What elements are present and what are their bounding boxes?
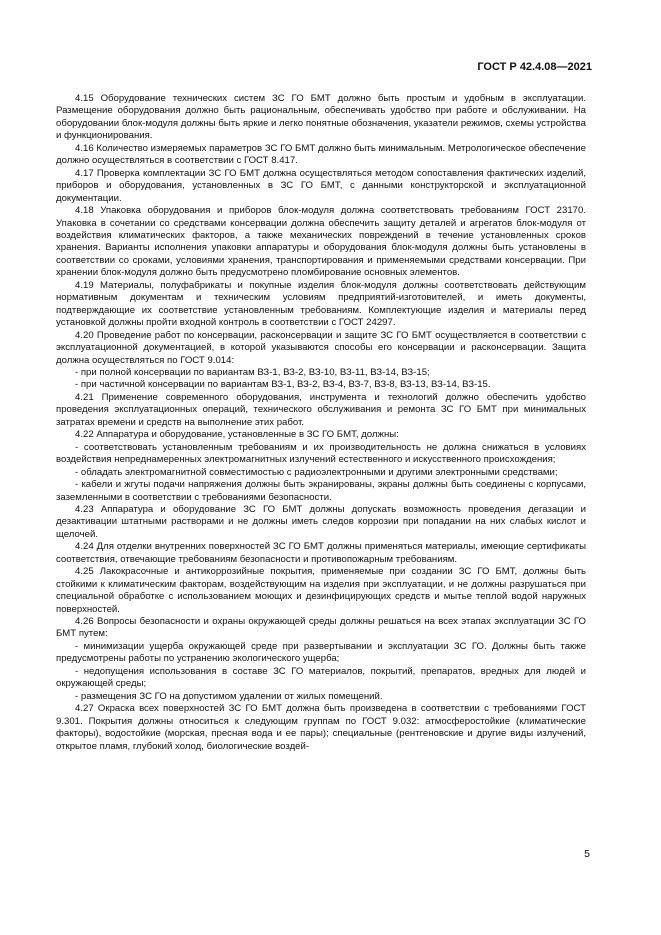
paragraph-4-16: 4.16 Количество измеряемых параметров ЗС ГО БМТ должно быть минимальным. Метрологическое обеспечение должно осуществляться в соответствии с ГОСТ 8.417. <box>56 142 586 167</box>
list-item: - соответствовать установленным требованиям и их производительность не должна снижаться в условиях воздействия непреднамеренных электромагнитных излучений естественного и искусственного происхождения; <box>56 441 586 466</box>
paragraph-4-25: 4.25 Лакокрасочные и антикоррозийные покрытия, применяемые при создании ЗС ГО БМТ, должны быть стойкими к климатическим факторам, воздействующим на изделия при эксплуатации, и не должны разрушаться при специальной обработке с использованием моющих и дезинфицирующих средств и мытье теплой водой наружных поверхностей. <box>56 566 586 615</box>
list-item: - обладать электромагнитной совместимостью с радиоэлектронными и другими электронными средствами; <box>75 466 558 478</box>
list-item: - минимизации ущерба окружающей среде при развертывании и эксплуатации ЗС ГО. Должны быть также предусмотрены работы по устранению экологического ущерба; <box>56 640 586 665</box>
paragraph-4-18: 4.18 Упаковка оборудования и приборов блок-модуля должна соответствовать требованиям ГОСТ 23170. Упаковка в сочетании со средствами консервации должна обеспечить защиту деталей и агрегатов блок-модуля от воздействия климатических факторов, а также механических повреждений в течение установленных сроков хранения. Варианты исполнения упаковки аппаратуры и оборудования блок-модуля должны быть установлены в соответствии со сроками, условиями хранения, транспортирования и применяемыми средствами консервации. При хранении блок-модуля должно быть предусмотрено пломбирование основных элементов. <box>56 205 586 279</box>
list-item: - недопущения использования в составе ЗС ГО материалов, покрытий, препаратов, вредных для людей и окружающей среды; <box>56 665 586 690</box>
paragraph-4-27: 4.27 Окраска всех поверхностей ЗС ГО БМТ должна быть произведена в соответствии с требованиями ГОСТ 9.301. Покрытия должны относиться к следующим группам по ГОСТ 9.032: атмосферостойкие (климатические факторы), водостойкие (морская, пресная вода и ее пары); специальные (рентгеновские и другие виды излучений, открытое пламя, глубокий холод, биологические воздей- <box>56 703 586 752</box>
paragraph-4-20: 4.20 Проведение работ по консервации, расконсервации и защите ЗС ГО БМТ осуществляется в соответствии с эксплуатационной документацией, в которой указываются способы его консервации и расконсервации. Защита должна осуществляться по ГОСТ 9.014: <box>56 329 586 366</box>
paragraph-4-26: 4.26 Вопросы безопасности и охраны окружающей среды должны решаться на всех этапах эксплуатации ЗС ГО БМТ путем: <box>56 616 586 640</box>
paragraph-4-21: 4.21 Применение современного оборудования, инструмента и технологий должно обеспечить удобство проведения эксплуатационных операций, технического обслуживания и ремонта ЗС ГО БМТ при минимальных затратах времени и средств на выполнение этих работ. <box>56 391 586 428</box>
paragraph-4-22: 4.22 Аппаратура и оборудование, установленные в ЗС ГО БМТ, должны: <box>75 429 399 441</box>
paragraph-4-23: 4.23 Аппаратура и оборудование ЗС ГО БМТ должны допускать возможность проведения дегазации и дезактивации штатными растворами и не должны иметь следов коррозии при попадании на них слабых кислот и щелочей. <box>56 503 586 540</box>
page-number: 5 <box>584 848 590 860</box>
document-code-header: ГОСТ Р 42.4.08—2021 <box>477 61 592 73</box>
paragraph-4-15: 4.15 Оборудование технических систем ЗС ГО БМТ должно быть простым и удобным в эксплуатации. Размещение оборудования должно быть рациональным, обеспечивать удобство при работе и обслуживании. На оборудовании блок-модуля должны быть яркие и легко понятные обозначения, указатели режимов, схемы устройства и функционирования. <box>56 93 586 142</box>
list-item: - при полной консервации по вариантам ВЗ-1, ВЗ-2, ВЗ-10, ВЗ-11, ВЗ-14, ВЗ-15; <box>75 366 430 378</box>
list-item: - размещения ЗС ГО на допустимом удалении от жилых помещений. <box>75 690 383 702</box>
paragraph-4-17: 4.17 Проверка комплектации ЗС ГО БМТ должна осуществляться методом сопоставления фактических изделий, приборов и оборудования, установленных в ЗС ГО БМТ, с данными конструкторской и эксплуатационной документации. <box>56 167 586 204</box>
paragraph-4-24: 4.24 Для отделки внутренних поверхностей ЗС ГО БМТ должны применяться материалы, имеющие сертификаты соответствия, отвечающие требованиям безопасности и противопожарным требованиям. <box>56 541 586 565</box>
list-item: - при частичной консервации по вариантам ВЗ-1, ВЗ-2, ВЗ-4, ВЗ-7, ВЗ-8, ВЗ-13, ВЗ-14, ВЗ-15. <box>75 379 491 391</box>
list-item: - кабели и жгуты подачи напряжения должны быть экранированы, экраны должны быть соединены с корпусами, заземленными в соответствии с требованиями безопасности. <box>56 479 586 503</box>
paragraph-4-19: 4.19 Материалы, полуфабрикаты и покупные изделия блок-модуля должны соответствовать действующим нормативным документам и техническим условиям предприятий-изготовителей, и иметь документы, подтверждающие их соответствие установленным требованиям. Комплектующие изделия и материалы перед установкой должны пройти входной контроль в соответствии с ГОСТ 24297. <box>56 279 586 329</box>
document-body <box>56 93 586 753</box>
